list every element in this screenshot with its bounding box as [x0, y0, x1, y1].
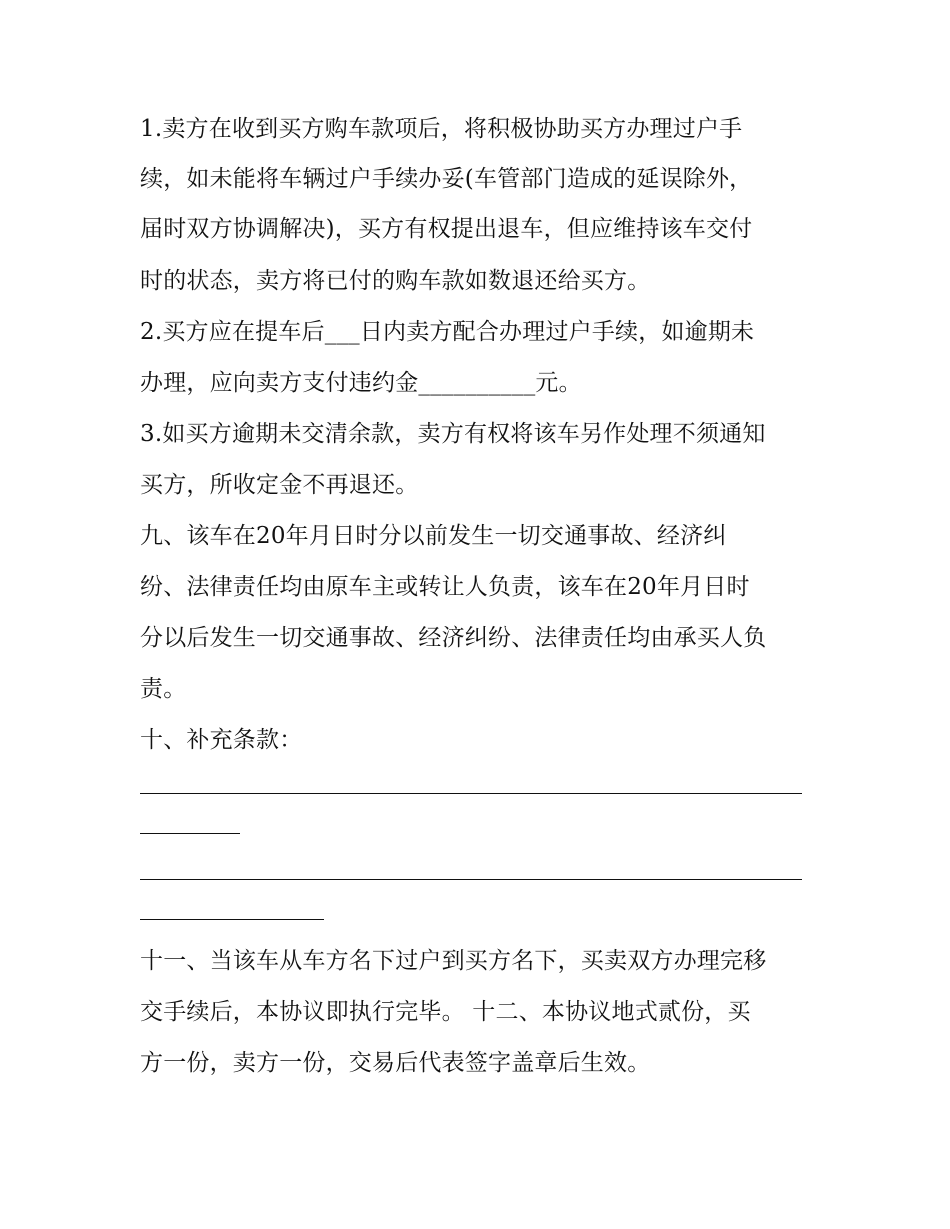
supplement-blank-line-2 [140, 833, 240, 834]
section-9-line-2: 纷、法律责任均由原车主或转让人负责，该车在20年月日时 [140, 574, 750, 600]
clause-3-line-2: 买方，所收定金不再退还。 [140, 472, 419, 498]
section-9-line-1: 九、该车在20年月日时分以前发生一切交通事故、经济纠 [140, 523, 727, 549]
section-11-line-1: 十一、当该车从车方名下过户到买方名下，买卖双方办理完移 [140, 948, 767, 974]
supplement-blank-line-1 [140, 793, 802, 794]
supplement-blank-line-3 [140, 879, 802, 880]
clause-1-line-4: 时的状态，卖方将已付的购车款如数退还给买方。 [140, 268, 651, 294]
supplement-blank-line-4 [140, 919, 324, 920]
clause-1-line-1: 1.卖方在收到买方购车款项后，将积极协助买方办理过户手 [140, 116, 743, 142]
section-11-line-3: 方一份，卖方一份，交易后代表签字盖章后生效。 [140, 1050, 651, 1076]
clause-1-line-2: 续，如未能将车辆过户手续办妥(车管部门造成的延误除外， [140, 166, 753, 192]
clause-1-line-3: 届时双方协调解决)，买方有权提出退车，但应维持该车交付 [140, 216, 753, 242]
section-9-line-3: 分以后发生一切交通事故、经济纠纷、法律责任均由承买人负 [140, 625, 767, 651]
clause-2-line-2: 办理，应向卖方支付违约金__________元。 [140, 370, 582, 396]
section-10-title: 十、补充条款： [140, 727, 303, 753]
clause-3-line-1: 3.如买方逾期未交清余款，卖方有权将该车另作处理不须通知 [140, 421, 766, 447]
clause-2-line-1: 2.买方应在提车后___日内卖方配合办理过户手续，如逾期未 [140, 319, 755, 345]
section-11-line-2: 交手续后，本协议即执行完毕。 十二、本协议地式贰份，买 [140, 999, 751, 1025]
section-9-line-4: 责。 [140, 676, 187, 702]
